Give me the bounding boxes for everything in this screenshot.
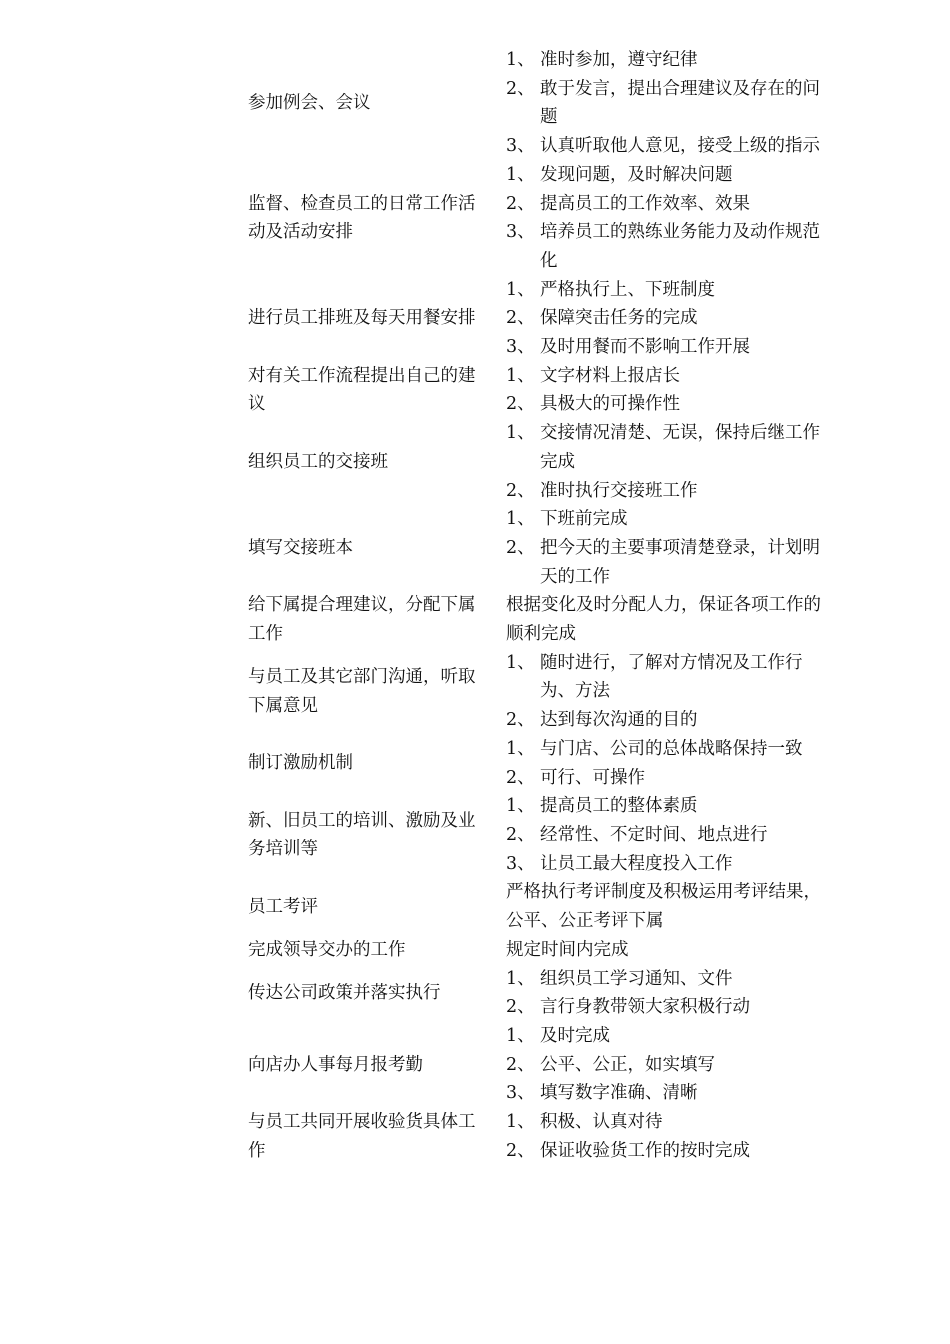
item-number: 2、 xyxy=(506,308,535,329)
requirement-cell xyxy=(506,161,828,276)
requirement-item xyxy=(506,764,828,793)
item-text: 保障突击任务的完成 xyxy=(540,308,698,329)
item-text: 文字材料上报店长 xyxy=(540,365,680,386)
requirement-item xyxy=(506,1051,828,1080)
item-text: 随时进行，了解对方情况及工作行为、方法 xyxy=(540,652,803,702)
item-number: 1、 xyxy=(506,652,535,673)
item-number: 2、 xyxy=(506,767,535,788)
item-text: 提高员工的整体素质 xyxy=(540,796,698,817)
item-number: 3、 xyxy=(506,853,535,874)
item-number: 2、 xyxy=(506,710,535,731)
item-text: 提高员工的工作效率、效果 xyxy=(540,193,750,214)
item-number: 3、 xyxy=(506,337,535,358)
item-number: 2、 xyxy=(506,537,535,558)
duty-cell: 员工考评 xyxy=(248,896,318,917)
duty-cell: 向店办人事每月报考勤 xyxy=(248,1054,423,1075)
duty-cell: 传达公司政策并落实执行 xyxy=(248,982,441,1003)
requirement-item xyxy=(506,821,828,850)
item-number: 2、 xyxy=(506,824,535,845)
table-body xyxy=(248,46,828,1165)
requirement-cell xyxy=(506,276,828,362)
duty-cell: 对有关工作流程提出自己的建议 xyxy=(248,365,476,415)
requirement-cell xyxy=(506,936,828,965)
duty-cell: 与员工及其它部门沟通，听取下属意见 xyxy=(248,667,476,716)
requirement-cell xyxy=(506,591,828,648)
item-number: 3、 xyxy=(506,1083,535,1104)
requirement-text: 严格执行考评制度及积极运用考评结果，公平、公正考评下属 xyxy=(506,882,821,932)
item-text: 认真听取他人意见，接受上级的指示 xyxy=(540,136,820,157)
requirement-cell xyxy=(506,649,828,735)
requirement-item xyxy=(506,75,828,132)
table-row xyxy=(248,46,828,161)
duty-table xyxy=(248,46,828,1165)
item-text: 发现问题，及时解决问题 xyxy=(540,164,733,185)
requirement-text: 根据变化及时分配人力，保证各项工作的顺利完成 xyxy=(506,595,821,645)
requirement-item xyxy=(506,505,828,534)
requirement-item xyxy=(506,46,828,75)
item-text: 及时完成 xyxy=(540,1025,610,1046)
item-number: 1、 xyxy=(506,1112,535,1133)
item-number: 2、 xyxy=(506,193,535,214)
requirement-item xyxy=(506,706,828,735)
requirement-item xyxy=(506,218,828,275)
requirement-item xyxy=(506,735,828,764)
item-number: 2、 xyxy=(506,78,535,99)
duty-cell: 参加例会、会议 xyxy=(248,93,371,114)
item-number: 1、 xyxy=(506,968,535,989)
item-number: 1、 xyxy=(506,423,535,444)
requirement-cell xyxy=(506,362,828,419)
item-number: 1、 xyxy=(506,164,535,185)
requirement-item xyxy=(506,419,828,476)
item-number: 2、 xyxy=(506,1054,535,1075)
item-text: 组织员工学习通知、文件 xyxy=(540,968,733,989)
item-text: 经常性、不定时间、地点进行 xyxy=(540,824,768,845)
table-row xyxy=(248,792,828,878)
requirement-item xyxy=(506,362,828,391)
table-row xyxy=(248,936,828,965)
item-text: 言行身教带领大家积极行动 xyxy=(540,997,750,1018)
item-number: 1、 xyxy=(506,796,535,817)
requirement-item xyxy=(506,534,828,591)
duty-cell: 完成领导交办的工作 xyxy=(248,939,406,960)
item-number: 2、 xyxy=(506,1140,535,1161)
item-text: 公平、公正，如实填写 xyxy=(540,1054,715,1075)
item-number: 1、 xyxy=(506,738,535,759)
requirement-item xyxy=(506,1022,828,1051)
item-number: 1、 xyxy=(506,50,535,70)
item-text: 准时参加，遵守纪律 xyxy=(540,50,698,70)
requirement-item xyxy=(506,132,828,161)
item-number: 3、 xyxy=(506,136,535,157)
duty-cell: 制订激励机制 xyxy=(248,753,353,774)
item-number: 2、 xyxy=(506,997,535,1018)
item-text: 积极、认真对待 xyxy=(540,1112,663,1133)
duty-cell: 监督、检查员工的日常工作活动及活动安排 xyxy=(248,193,476,243)
requirement-cell xyxy=(506,965,828,1022)
item-text: 与门店、公司的总体战略保持一致 xyxy=(540,738,803,759)
item-text: 及时用餐而不影响工作开展 xyxy=(540,337,750,358)
item-text: 交接情况清楚、无误，保持后继工作完成 xyxy=(540,423,820,472)
item-number: 1、 xyxy=(506,365,535,386)
duty-cell: 新、旧员工的培训、激励及业务培训等 xyxy=(248,810,476,860)
requirement-item xyxy=(506,792,828,821)
requirement-item xyxy=(506,1079,828,1108)
requirement-item xyxy=(506,993,828,1022)
item-number: 1、 xyxy=(506,509,535,530)
requirement-text: 规定时间内完成 xyxy=(506,939,629,960)
requirement-cell xyxy=(506,792,828,878)
item-number: 1、 xyxy=(506,1025,535,1046)
table-row xyxy=(248,965,828,1022)
requirement-item xyxy=(506,390,828,419)
item-text: 具极大的可操作性 xyxy=(540,394,680,415)
table-row xyxy=(248,161,828,276)
requirement-cell xyxy=(506,1108,828,1165)
requirement-cell xyxy=(506,878,828,935)
table-row xyxy=(248,591,828,648)
item-text: 让员工最大程度投入工作 xyxy=(540,853,733,874)
requirement-item xyxy=(506,190,828,219)
item-number: 2、 xyxy=(506,480,535,501)
table-row xyxy=(248,362,828,419)
requirement-item xyxy=(506,477,828,506)
requirement-cell xyxy=(506,46,828,161)
table-row xyxy=(248,276,828,362)
requirement-cell xyxy=(506,505,828,591)
duty-cell: 与员工共同开展收验货具体工作 xyxy=(248,1112,476,1161)
item-text: 准时执行交接班工作 xyxy=(540,480,698,501)
requirement-item xyxy=(506,850,828,879)
requirement-item xyxy=(506,333,828,362)
table-row xyxy=(248,735,828,792)
item-number: 3、 xyxy=(506,222,535,243)
duty-cell: 进行员工排班及每天用餐安排 xyxy=(248,308,476,329)
duty-cell: 填写交接班本 xyxy=(248,537,353,558)
requirement-cell xyxy=(506,735,828,792)
duty-cell: 给下属提合理建议，分配下属工作 xyxy=(248,595,476,645)
table-row xyxy=(248,878,828,935)
item-text: 把今天的主要事项清楚登录，计划明天的工作 xyxy=(540,537,820,587)
table-row xyxy=(248,505,828,591)
requirement-item xyxy=(506,649,828,706)
requirement-item xyxy=(506,965,828,994)
item-text: 填写数字准确、清晰 xyxy=(540,1083,698,1104)
item-text: 敢于发言，提出合理建议及存在的问题 xyxy=(540,78,820,128)
item-text: 严格执行上、下班制度 xyxy=(540,279,715,300)
requirement-cell xyxy=(506,419,828,505)
item-number: 2、 xyxy=(506,394,535,415)
document-page xyxy=(248,46,828,1165)
item-number: 1、 xyxy=(506,279,535,300)
item-text: 达到每次沟通的目的 xyxy=(540,710,698,731)
item-text: 保证收验货工作的按时完成 xyxy=(540,1140,750,1161)
requirement-item xyxy=(506,1108,828,1137)
table-row xyxy=(248,419,828,505)
item-text: 培养员工的熟练业务能力及动作规范化 xyxy=(540,222,820,271)
item-text: 可行、可操作 xyxy=(540,767,645,788)
requirement-item xyxy=(506,276,828,305)
table-row xyxy=(248,1108,828,1165)
table-row xyxy=(248,649,828,735)
requirement-item xyxy=(506,1137,828,1166)
duty-cell: 组织员工的交接班 xyxy=(248,451,388,472)
requirement-cell xyxy=(506,1022,828,1108)
table-row xyxy=(248,1022,828,1108)
item-text: 下班前完成 xyxy=(540,509,628,530)
requirement-item xyxy=(506,304,828,333)
requirement-item xyxy=(506,161,828,190)
